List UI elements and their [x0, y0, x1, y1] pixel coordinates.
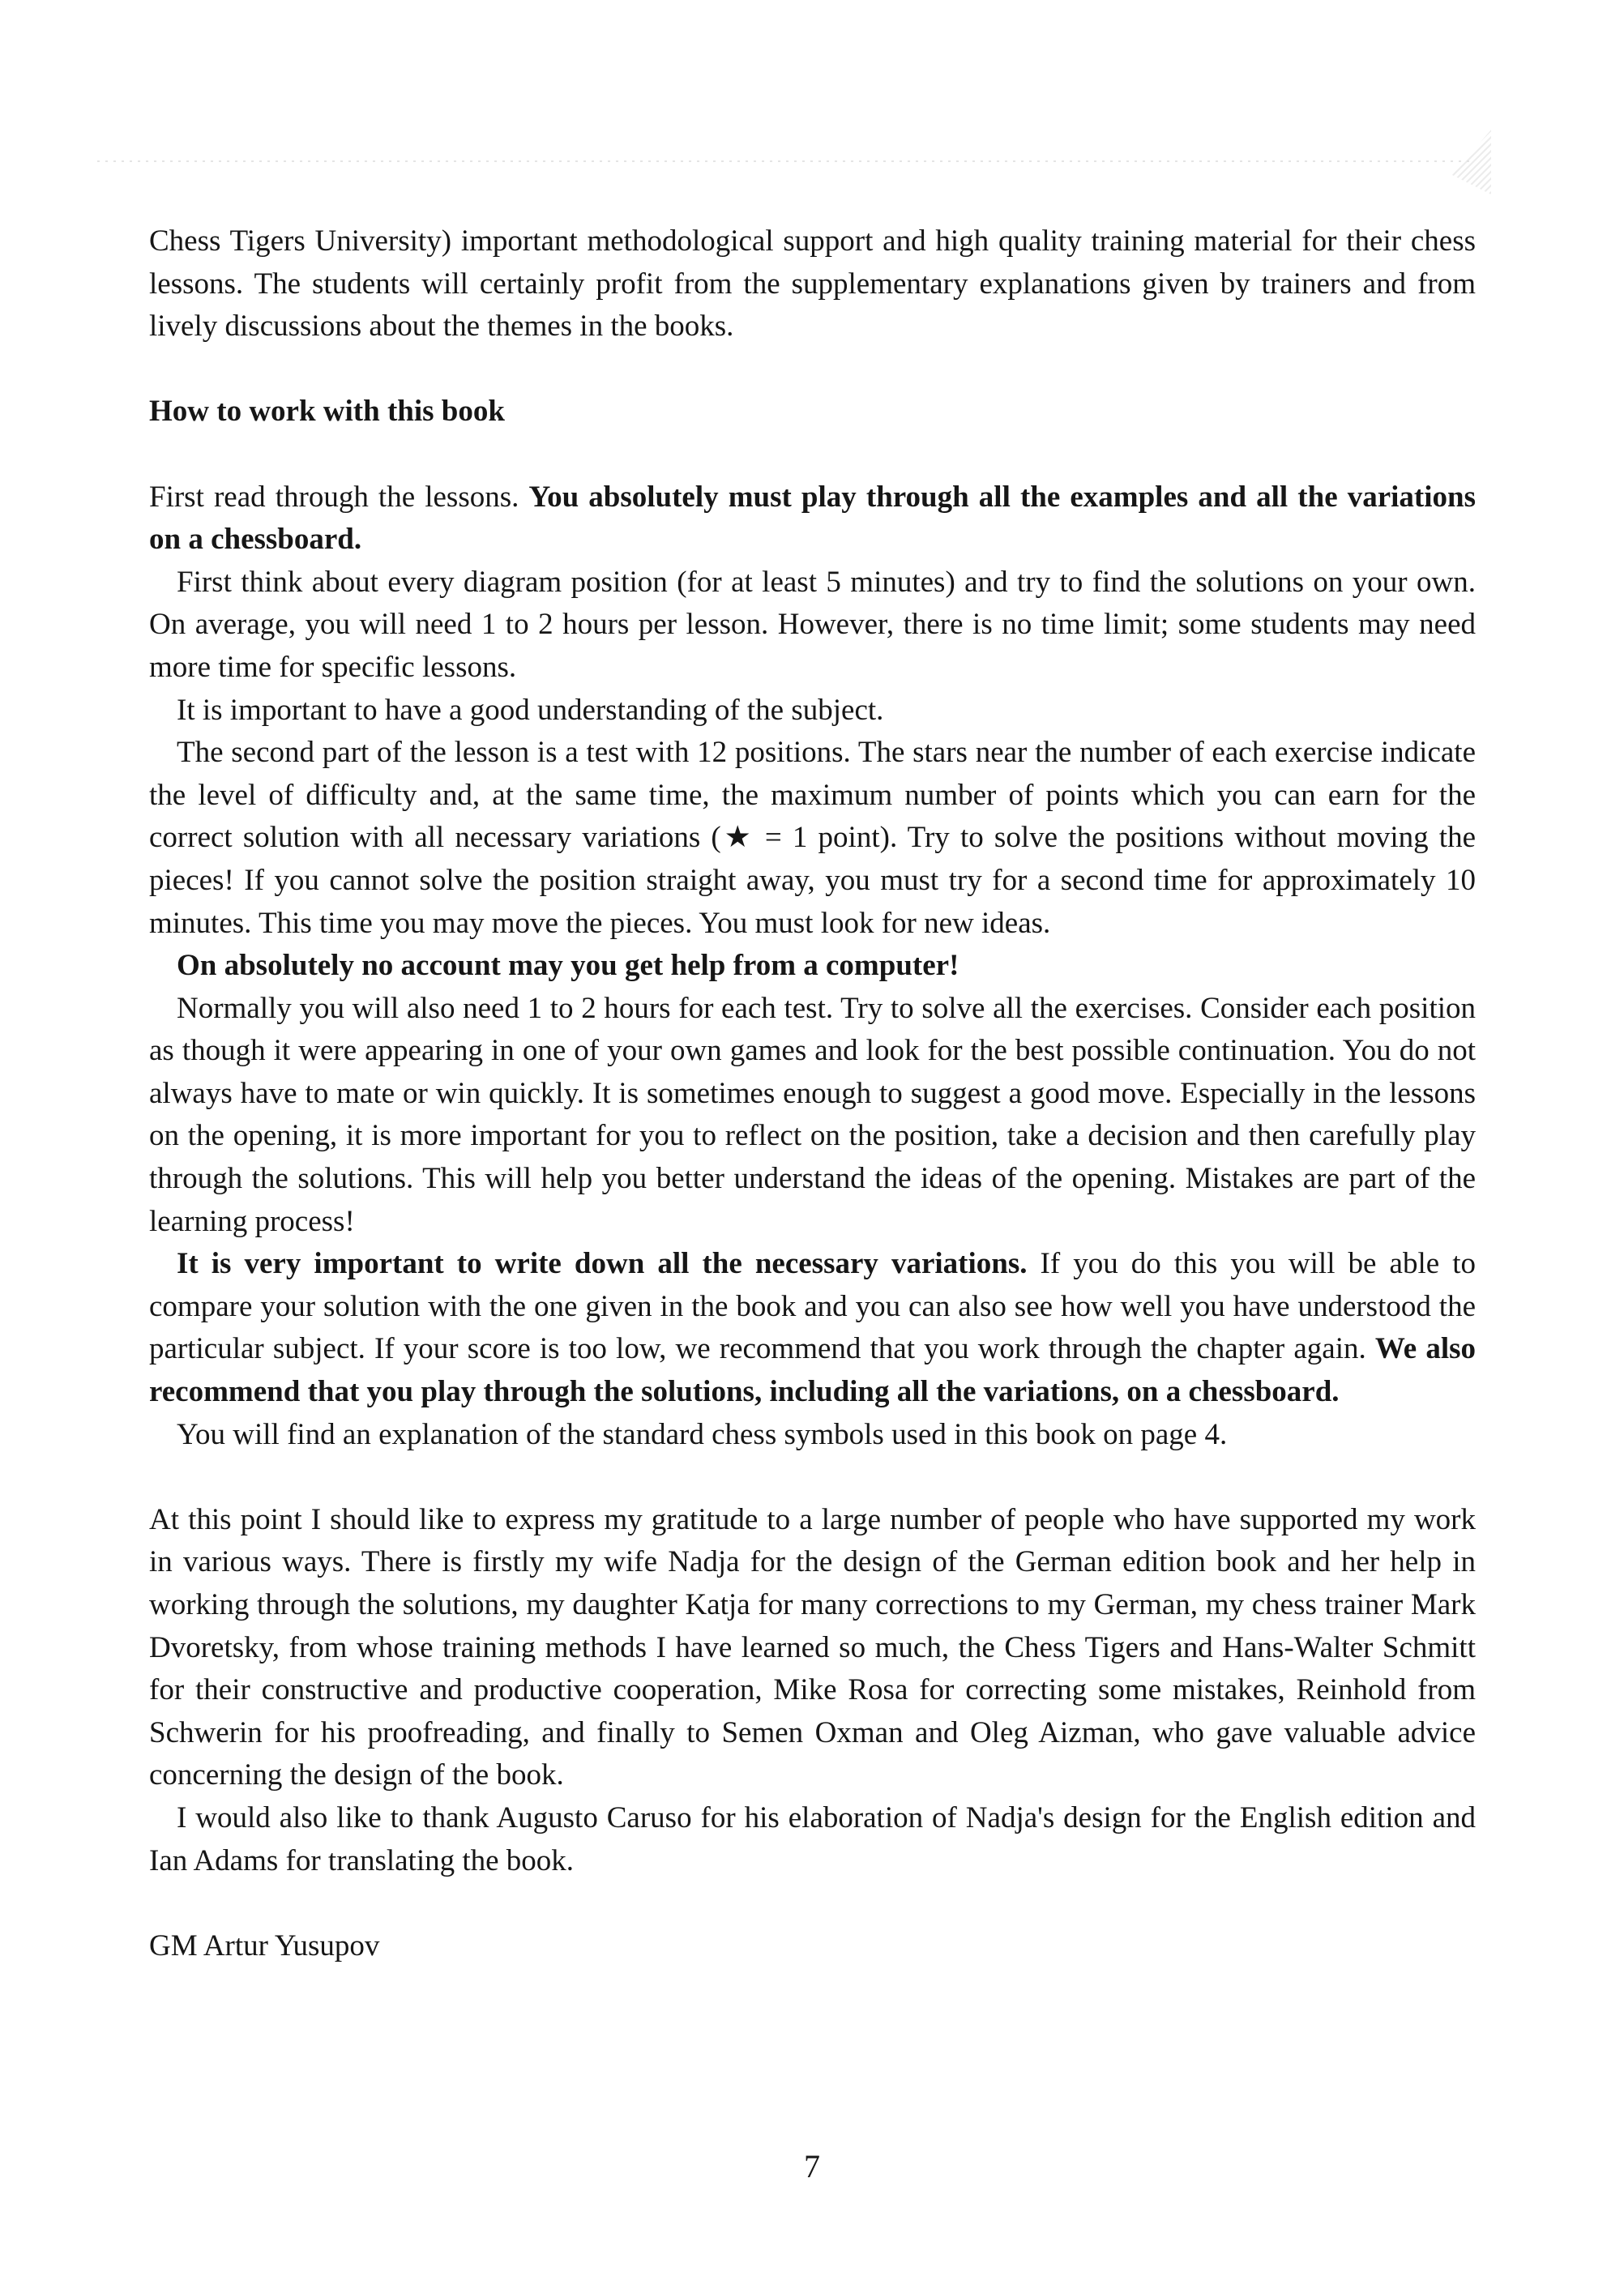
emphasis-no-computer: On absolutely no account may you get help from a computer! — [177, 949, 959, 983]
instructions-paragraph-7: It is very important to write down all the necessary variations. If you do this you will be able to compare your solution with the one given in the book and you can also see how well you have understood the particular subject. If your score is too low, we recommend that you work through the chapter again. We also recommend that you play through the solutions, including all the variations, on a chessboard. — [149, 1247, 1476, 1409]
emphasis-write-variations: It is very important to write down all the necessary variations. — [177, 1247, 1028, 1281]
instructions-paragraph-3: It is important to have a good understanding of the subject. — [177, 693, 884, 727]
scan-artifact-line — [97, 160, 1475, 162]
scan-artifact-corner — [1442, 130, 1491, 194]
instructions-paragraph-6: Normally you will also need 1 to 2 hours for each test. Try to solve all the exercises. Consider each position as though it were appearing in one of your own games and look for the best possible continuation. You do not always have to mate or win quickly. It is sometimes enough to suggest a good move. Especially in the lessons on the opening, it is more important for you to reflect on the position, take a decision and then carefully play through the solutions. This will help you better understand the ideas of the opening. Mistakes are part of the learning process! — [149, 991, 1476, 1238]
intro-paragraph: Chess Tigers University) important methodological support and high quality training material for their chess lessons. The students will certainly profit from the supplementary explanations given by trainers and from lively discussions about the themes in the books. — [149, 224, 1476, 344]
page-number: 7 — [804, 2148, 820, 2185]
page-body — [149, 220, 1476, 1967]
instructions-paragraph-1: First read through the lessons. You absolutely must play through all the examples and all the variations on a chessboard. — [149, 480, 1476, 557]
acknowledgements-paragraph-2: I would also like to thank Augusto Caruso for his elaboration of Nadja's design for the English edition and Ian Adams for translating the book. — [149, 1800, 1476, 1877]
emphasis-play-solutions: We also recommend that you play through the solutions, including all the variations, on a chessboard. — [149, 1332, 1476, 1409]
section-heading: How to work with this book — [149, 395, 505, 429]
acknowledgements-paragraph-1: At this point I should like to express my gratitude to a large number of people who have supported my work in various ways. There is firstly my wife Nadja for the design of the German edition book and her help in working through the solutions, my daughter Katja for many corrections to my German, my chess trainer Mark Dvoretsky, from whose training methods I have learned so much, the Chess Tigers and Hans-Walter Schmitt for their constructive and productive cooperation, Mike Rosa for correcting some mistakes, Reinhold from Schwerin for his proofreading, and finally to Semen Oxman and Oleg Aizman, who gave valuable advice concerning the design of the book. — [149, 1502, 1476, 1792]
instructions-paragraph-4: The second part of the lesson is a test with 12 positions. The stars near the number of each exercise indicate the level of difficulty and, at the same time, the maximum number of points which you can earn for the correct solution with all necessary variations (★ = 1 point). Try to solve the positions without moving the pieces! If you cannot solve the position straight away, you must try for a second time for approximately 10 minutes. This time you may move the pieces. You must look for new ideas. — [149, 736, 1476, 940]
emphasis-chessboard: You absolutely must play through all the examples and all the variations on a chessboard. — [149, 480, 1476, 557]
author-signature: GM Artur Yusupov — [149, 1928, 380, 1963]
instructions-paragraph-8: You will find an explanation of the standard chess symbols used in this book on page 4. — [177, 1417, 1228, 1451]
instructions-paragraph-5 — [149, 945, 1476, 988]
instructions-paragraph-2: First think about every diagram position (for at least 5 minutes) and try to find the solutions on your own. On average, you will need 1 to 2 hours per lesson. However, there is no time limit; some students may need more time for specific lessons. — [149, 565, 1476, 684]
